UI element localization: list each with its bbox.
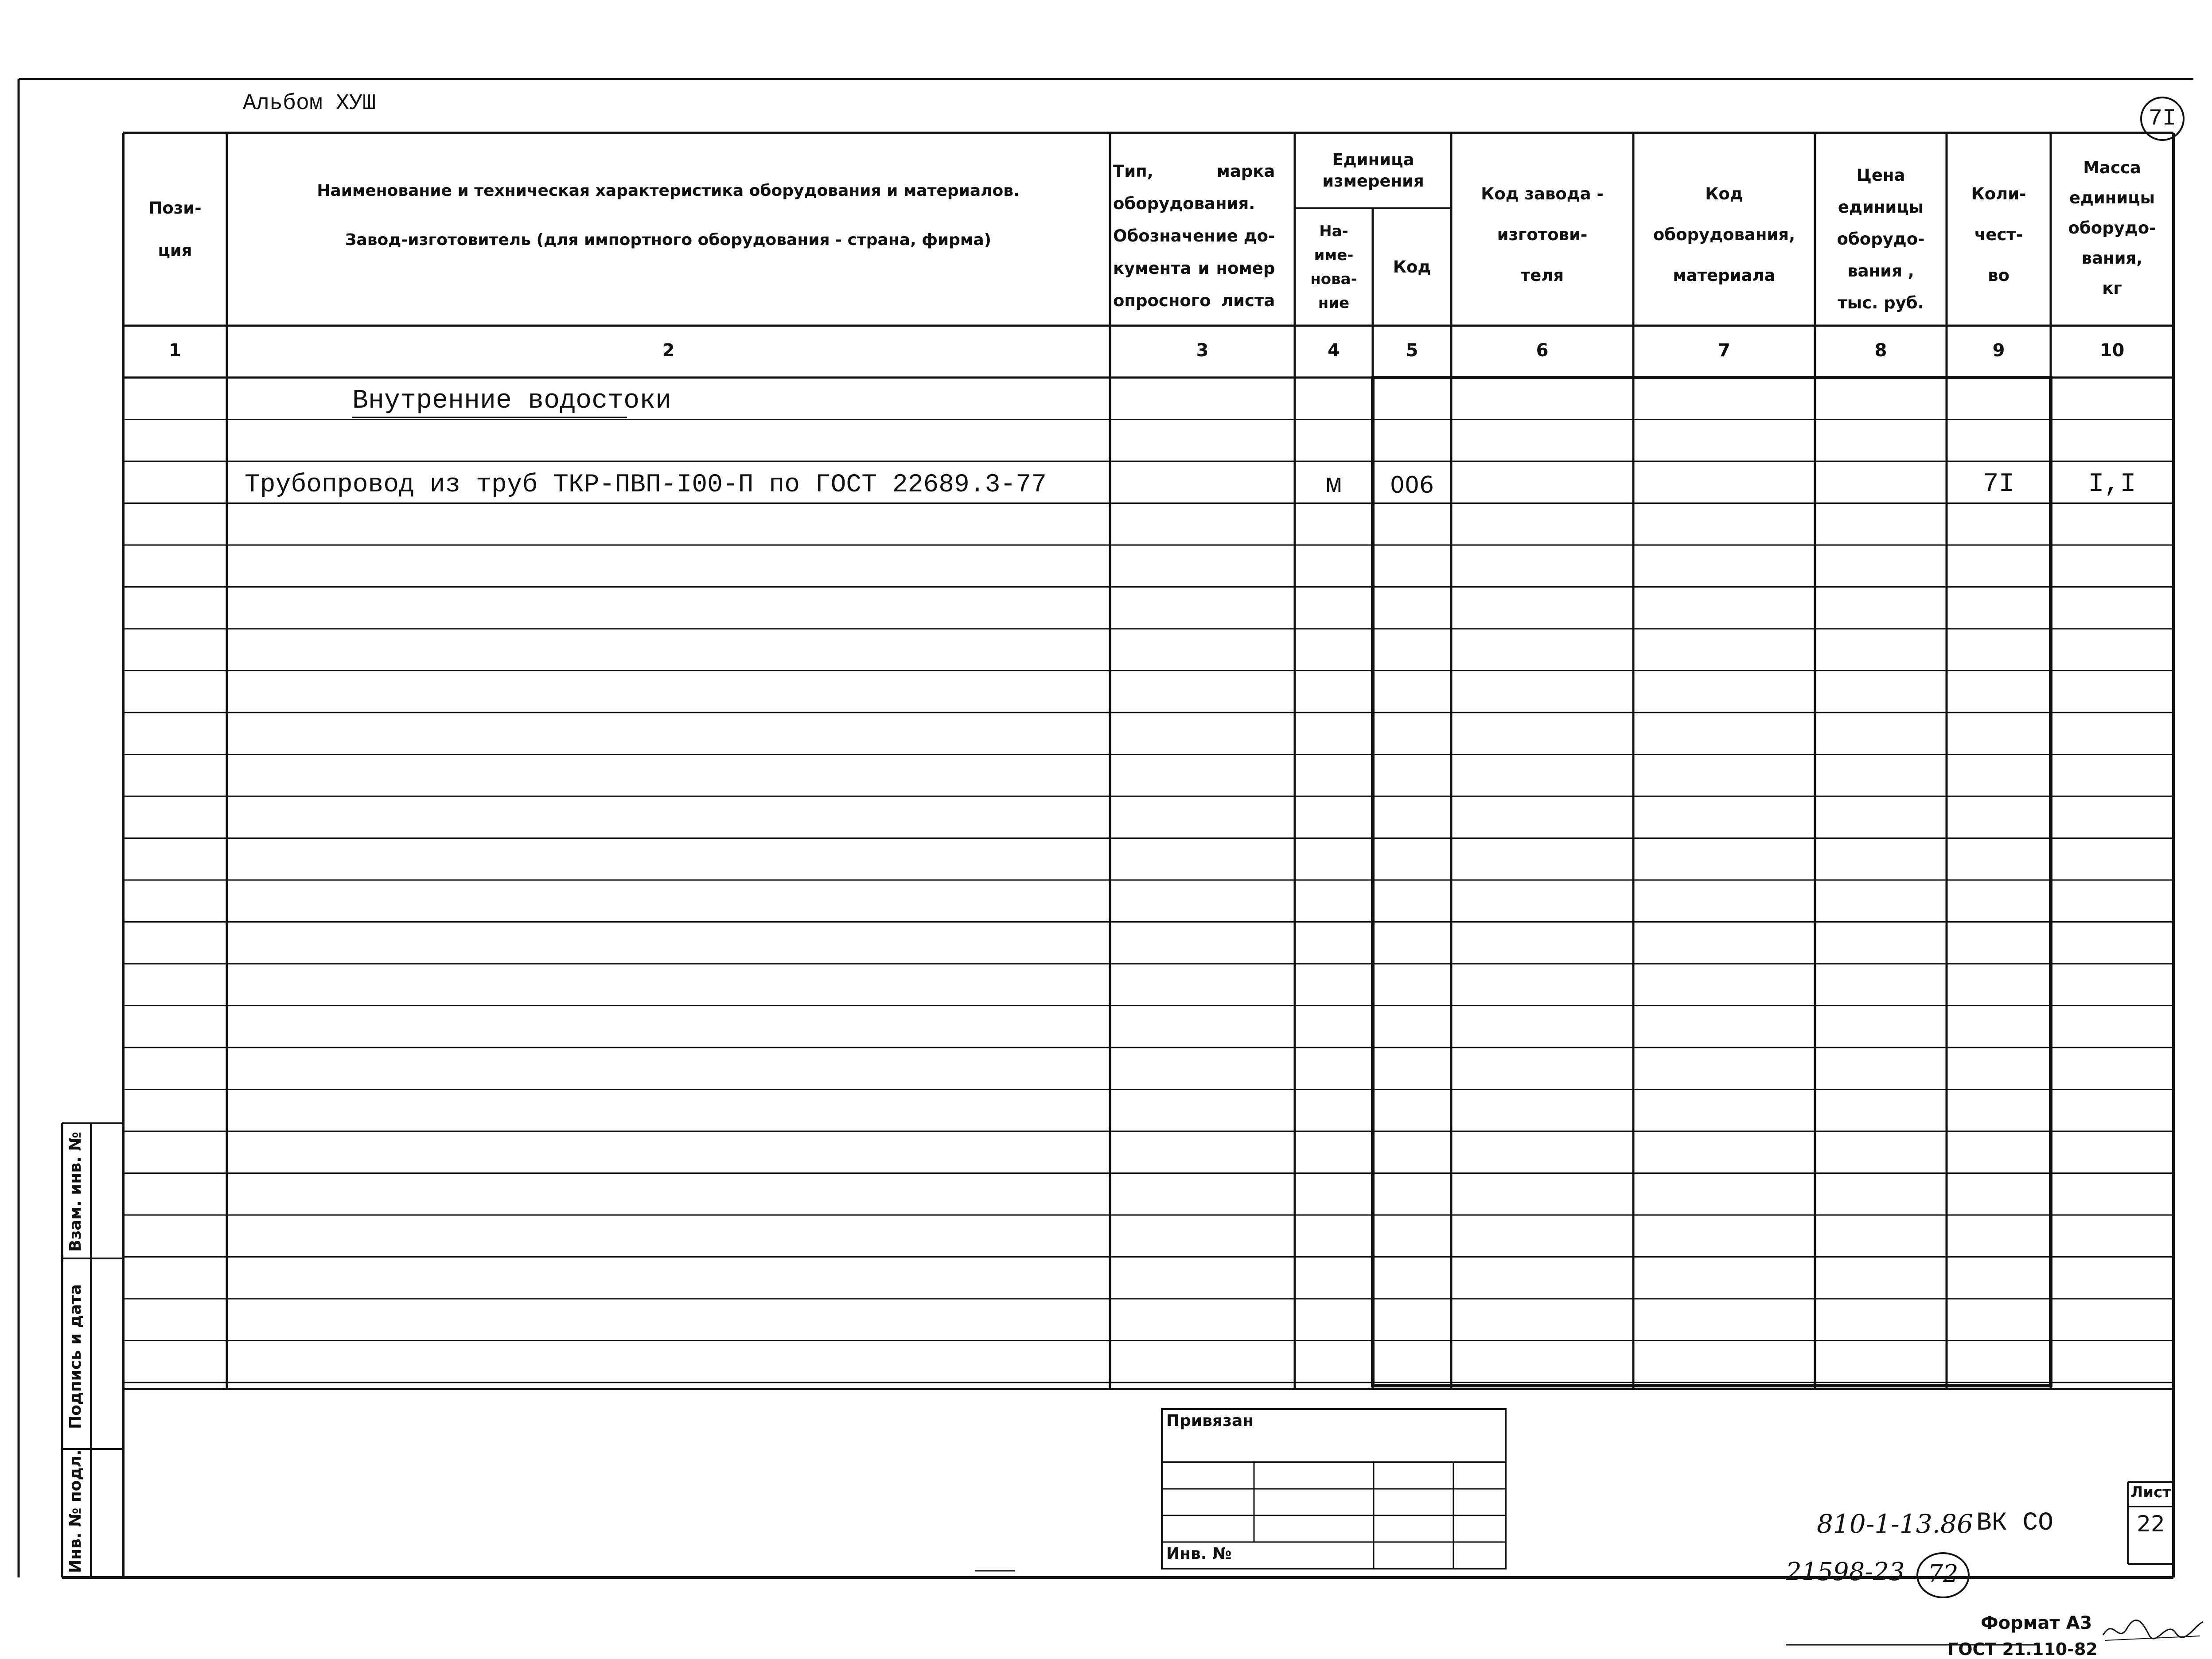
header-name-line2: Завод-изготовитель (для импортного оборудования - страна, фирма) [345,231,992,249]
header-unit-code: Код [1393,257,1431,276]
row-mass: I,I [2088,469,2136,499]
stamp-inv-no: Инв. № [1166,1545,1232,1563]
header-type-cell: Тип, марка оборудования. Обозначение до- кумента и номер опросного листа [1113,162,1275,310]
sheet-number: 22 [2137,1511,2165,1537]
page-number-circled: 7I [2148,105,2177,132]
row-item-name: Трубопровод из труб ТКР-ПВП-I00-П по ГОСТ 22689.3-77 [245,471,1047,499]
colnum-2: 2 [662,340,675,361]
row-unit: м [1325,470,1342,500]
colnum-8: 8 [1874,340,1887,361]
colnum-5: 5 [1406,340,1418,361]
signature-scribble [2100,1608,2207,1653]
colnum-1: 1 [169,340,181,361]
header-unit-group: Единица измерения [1322,150,1424,191]
side-label-podpis: Подпись и дата [66,1284,85,1429]
header-factory-code: Код завода - изготови- теля [1481,184,1604,285]
header-price: Цена единицы оборудо- вания , тыс. руб. [1837,166,1925,312]
colnum-3: 3 [1196,340,1209,361]
format-label: Формат А3 [1981,1613,2092,1633]
colnum-7: 7 [1718,340,1730,361]
colnum-6: 6 [1536,340,1549,361]
doc-code-handwritten: 810-1-13.86 [1817,1509,1973,1539]
row-unit-code: 006 [1390,472,1434,498]
album-title: Альбом ХУШ [243,91,376,116]
sheet-label: Лист [2130,1484,2171,1501]
section-title: Внутренние водостоки [352,386,672,416]
colnum-10: 10 [2099,340,2125,361]
header-name-line1: Наименование и техническая характеристика оборудования и материалов. [317,182,1020,200]
header-position: Пози- ция [148,198,202,260]
gost-label: ГОСТ 21.110-82 [1947,1640,2098,1659]
header-name-cell [228,182,1109,249]
header-unit-name: На- име- нова- ние [1310,222,1357,312]
header-equipment-code: Код оборудования, материала [1653,184,1795,285]
stamp-privyazan: Привязан [1166,1412,1254,1430]
colnum-4: 4 [1328,340,1340,361]
colnum-9: 9 [1992,340,2005,361]
row-quantity: 7I [1982,469,2015,499]
side-label-inv: Инв. № подл. [66,1449,85,1573]
side-label-vzam: Взам. инв. № [66,1132,85,1252]
doc-code-printed: ВК СО [1976,1509,2054,1538]
header-mass: Масса единицы оборудо- вания, кг [2068,158,2156,298]
archive-circled-number: 72 [1928,1560,1959,1588]
archive-number: 21598-23 [1786,1558,1905,1586]
header-quantity: Коли- чест- во [1971,184,2026,285]
